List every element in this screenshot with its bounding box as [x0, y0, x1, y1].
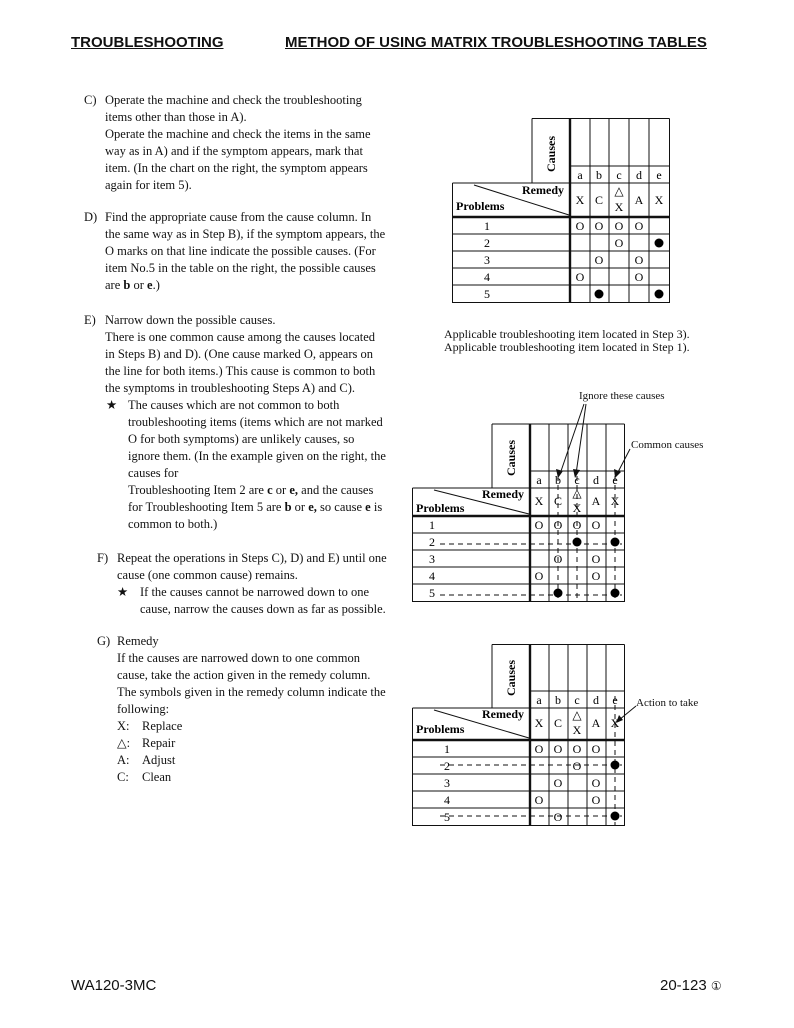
svg-text:C: C — [553, 716, 563, 730]
col-e: e — [656, 168, 662, 182]
svg-text:A: A — [591, 716, 601, 730]
matrix-table-2 — [412, 402, 637, 604]
svg-text:O: O — [575, 270, 585, 284]
problems-label: Problems — [416, 501, 465, 515]
col-a: a — [577, 168, 583, 182]
col-b: b — [555, 693, 561, 707]
svg-text:O: O — [634, 253, 644, 267]
col-a: a — [536, 473, 542, 487]
row-5: 5 — [484, 287, 490, 301]
table1-caption: Applicable troubleshooting item located in Step 3). Applicable troubleshooting item located in Step 1). — [444, 327, 690, 354]
svg-text:X: X — [614, 200, 624, 214]
remedy-label: Remedy — [482, 707, 524, 721]
svg-text:X: X — [575, 193, 585, 207]
common-causes-annotation: Common causes — [631, 439, 704, 451]
svg-text:O: O — [614, 219, 624, 233]
causes-label: Causes — [504, 439, 518, 476]
svg-text:X: X — [572, 501, 582, 515]
svg-text:O: O — [591, 569, 601, 583]
col-c: c — [616, 168, 622, 182]
action-annotation: Action to take — [636, 697, 699, 709]
col-e: e — [612, 693, 618, 707]
row-1: 1 — [429, 518, 435, 532]
svg-text:O: O — [534, 569, 544, 583]
svg-text:O: O — [634, 270, 644, 284]
section-f-label: F) — [97, 551, 109, 565]
col-b: b — [596, 168, 602, 182]
svg-text:C: C — [553, 494, 563, 508]
svg-text:X: X — [610, 716, 620, 730]
section-d-label: D) — [84, 210, 98, 224]
footer-model: WA120-3MC — [71, 977, 157, 994]
svg-text:X: X — [610, 494, 620, 508]
section-c-text: Operate the machine and check the troubleshooting items other than those in A). Operate the machine and check the items in the same way as in A) and if the symptom appears, mark that item. (In the chart on the right, the symptom appears again for item 5). — [105, 93, 371, 192]
svg-text:O: O — [591, 552, 601, 566]
col-d: d — [636, 168, 642, 182]
svg-text:△: △ — [572, 708, 582, 722]
section-e-star-text: The causes which are not common to both troubleshooting items (items which are not marked O for both symptoms) are unlikely causes, so ignore them. (In the example given on the right, the causes for Troubleshooting Item 2 are c or e, and the causes for Troubleshooting Item 5 are b or e, so cause e is common to both.) — [128, 398, 386, 531]
row-3: 3 — [429, 552, 435, 566]
svg-text:O: O — [594, 253, 604, 267]
svg-text:O: O — [572, 518, 582, 532]
col-d: d — [593, 473, 599, 487]
svg-text:X: X — [534, 716, 544, 730]
svg-text:O: O — [591, 793, 601, 807]
svg-text:△: △ — [614, 184, 624, 198]
row-3: 3 — [484, 253, 490, 267]
header-title-right: METHOD OF USING MATRIX TROUBLESHOOTING TABLES — [285, 34, 707, 51]
svg-text:X: X — [534, 494, 544, 508]
svg-text:△: △ — [572, 486, 582, 500]
header-title-left: TROUBLESHOOTING — [71, 34, 224, 51]
svg-text:A: A — [634, 193, 644, 207]
row-4: 4 — [444, 793, 450, 807]
svg-text:O: O — [553, 518, 563, 532]
row-2: 2 — [444, 759, 450, 773]
row-3: 3 — [444, 776, 450, 790]
svg-text:O: O — [572, 759, 582, 773]
col-c: c — [574, 473, 580, 487]
svg-text:O: O — [572, 742, 582, 756]
causes-label: Causes — [504, 659, 518, 696]
row-1: 1 — [444, 742, 450, 756]
problems-label: Problems — [456, 199, 505, 213]
row-1: 1 — [484, 219, 490, 233]
row-2: 2 — [484, 236, 490, 250]
row-5: 5 — [444, 810, 450, 824]
section-g-text: Remedy If the causes are narrowed down to one common cause, take the action given in the remedy column. The symbols given in the remedy column indicate the following: — [117, 634, 386, 716]
problems-label: Problems — [416, 722, 465, 736]
remedy-key-list: X: Replace △: Repair A: Adjust C: Clean — [117, 719, 183, 784]
col-b: b — [555, 473, 561, 487]
svg-text:O: O — [553, 810, 563, 824]
footer-page: 20-123 ① — [660, 977, 722, 994]
svg-text:O: O — [553, 742, 563, 756]
section-c-label: C) — [84, 93, 97, 107]
col-e: e — [612, 473, 618, 487]
remedy-label: Remedy — [522, 183, 564, 197]
matrix-table-3 — [412, 644, 637, 828]
row-5: 5 — [429, 586, 435, 600]
section-f-text: Repeat the operations in Steps C), D) and E) until one cause (one common cause) remains. — [117, 551, 387, 582]
svg-text:O: O — [594, 219, 604, 233]
section-e-label: E) — [84, 313, 96, 327]
section-e-text: Narrow down the possible causes. There is one common cause among the causes located in Steps B) and D). (One cause marked O, appears on the line for both items.) This cause is common to both the symptoms in troubleshooting Steps A) and C). — [105, 313, 376, 395]
svg-text:O: O — [553, 552, 563, 566]
section-g-label: G) — [97, 634, 111, 648]
svg-text:O: O — [614, 236, 624, 250]
section-e-star-icon: ★ — [106, 398, 118, 412]
svg-text:O: O — [534, 742, 544, 756]
ignore-causes-annotation: Ignore these causes — [579, 390, 665, 402]
svg-text:O: O — [591, 742, 601, 756]
revision-icon: ① — [710, 979, 722, 993]
col-c: c — [574, 693, 580, 707]
row-4: 4 — [484, 270, 490, 284]
col-a: a — [536, 693, 542, 707]
remedy-label: Remedy — [482, 487, 524, 501]
svg-text:O: O — [534, 518, 544, 532]
causes-label: Causes — [544, 135, 558, 172]
section-f-star-icon: ★ — [117, 585, 129, 599]
section-f-star-text: If the causes cannot be narrowed down to one cause, narrow the causes down as far as possible. — [140, 585, 386, 616]
row-2: 2 — [429, 535, 435, 549]
svg-text:A: A — [591, 494, 601, 508]
row-4: 4 — [429, 569, 435, 583]
svg-text:O: O — [634, 219, 644, 233]
matrix-table-1 — [452, 118, 670, 304]
svg-text:O: O — [534, 793, 544, 807]
svg-text:O: O — [575, 219, 585, 233]
svg-text:O: O — [553, 776, 563, 790]
section-d-text: Find the appropriate cause from the cause column. In the same way as in Step B), if the symptom appears, the O marks on that line indicate the possible causes. (For item No.5 in the table on the right, the possible causes are b or e.) — [105, 210, 386, 292]
svg-text:X: X — [572, 723, 582, 737]
col-d: d — [593, 693, 599, 707]
svg-text:O: O — [591, 776, 601, 790]
svg-text:X: X — [654, 193, 664, 207]
svg-text:O: O — [591, 518, 601, 532]
svg-text:C: C — [594, 193, 604, 207]
